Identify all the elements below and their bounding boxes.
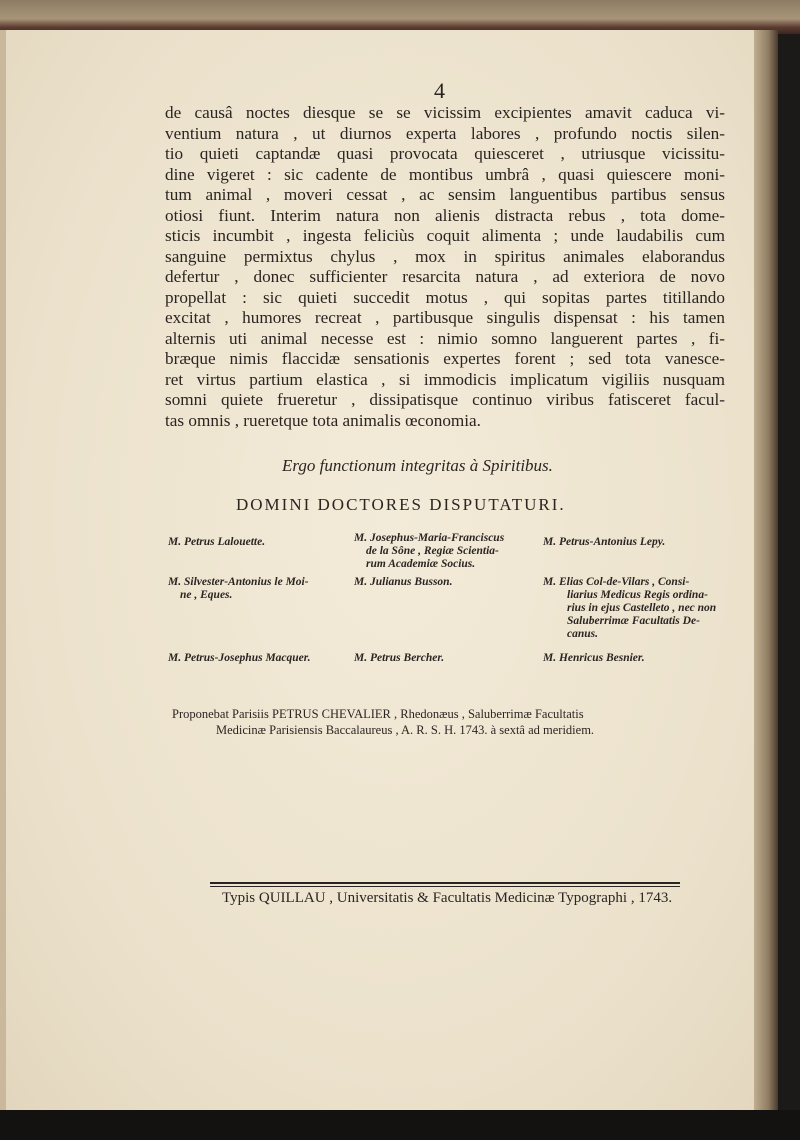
doctors-list [168, 532, 728, 672]
body-line: tum animal , moveri cessat , ac sensim languentibus partibus sensus [165, 185, 725, 204]
thesis-statement: Ergo functionum integritas à Spiritibus. [282, 456, 553, 475]
doctor-entry: M. Josephus-Maria-Franciscus de la Sône , Regiæ Scientia- rum Academiæ Socius. [354, 532, 505, 570]
body-line: defertur , donec sufficienter resarcita natura , ad exteriora de novo [165, 267, 725, 286]
body-line: sanguine permixtus chylus , mox in spiritus animales elaborandus [165, 246, 725, 266]
doctor-entry: M. Petrus Lalouette. [168, 536, 266, 548]
doctor-entry: M. Petrus Bercher. [354, 652, 445, 664]
doctor-entry: M. Elias Col-de-Vilars , Consi- liarius Medicus Regis ordina- rius in ejus Castelleto , nec non Saluberrimæ Facultatis De- canus. [543, 576, 717, 640]
body-line: otiosi fiunt. Interim natura non alienis distracta rebus , tota dome- [165, 205, 725, 225]
body-line: ventium natura , ut diurnos experta labores , profundo noctis silen- [165, 123, 725, 143]
doctor-entry: M. Silvester-Antonius le Moi- ne , Eques. [168, 576, 309, 601]
body-line: excitat , humores recreat , partibusque singulis dispensat : his tamen [165, 308, 725, 327]
body-line: dine vigeret : sic cadente de montibus umbrâ , quasi quiescere moni- [165, 164, 725, 184]
doctor-entry: M. Petrus-Antonius Lepy. [543, 536, 666, 548]
printer-imprint: Typis QUILLAU , Universitatis & Facultatis Medicinæ Typographi , 1743. [222, 890, 673, 906]
book-bottom-edge [0, 1110, 800, 1140]
page-number: 4 [434, 78, 445, 103]
body-line: tio quieti captandæ quasi provocata quiesceret , utriusque vicissitu- [165, 144, 725, 163]
body-line: sticis incumbit , ingesta feliciùs coquit alimenta ; unde laudabilis cum [165, 226, 725, 245]
body-paragraph [165, 103, 725, 431]
doctors-heading: DOMINI DOCTORES DISPUTATURI. [236, 495, 566, 514]
body-line: propellat : sic quieti succedit motus , qui sopitas partes titillando [165, 287, 725, 307]
proponebat-statement: Proponebat Parisiis PETRUS CHEVALIER , Rhedonæus , Saluberrimæ Facultatis Medicinæ Parisiensis Baccalaureus , A. R. S. H. 1743. à sextâ ad meridiem. [172, 707, 595, 737]
book-spine [754, 30, 778, 1110]
body-line: alternis uti animal necesse est : nimio somno languerent partes , fi- [165, 328, 725, 348]
divider-rule [210, 882, 680, 884]
divider-rule [210, 886, 680, 887]
body-line: ret virtus partium elastica , si immodicis implicatum vigiliis nusquam [165, 369, 725, 389]
body-line: tas omnis , rueretque tota animalis œconomia. [165, 410, 481, 430]
doctor-entry: M. Julianus Busson. [354, 576, 453, 588]
body-line: de causâ noctes diesque se se vicissim excipientes amavit caduca vi- [165, 103, 725, 122]
book-top-edge [0, 0, 800, 34]
body-line: somni quiete frueretur , dissipatisque continuo viribus fatisceret facul- [165, 390, 725, 409]
doctor-entry: M. Henricus Besnier. [543, 652, 645, 664]
body-line: bræque nimis flaccidæ sensationis expertes forent ; sed tota vanesce- [165, 349, 725, 368]
doctor-entry: M. Petrus-Josephus Macquer. [168, 652, 311, 664]
